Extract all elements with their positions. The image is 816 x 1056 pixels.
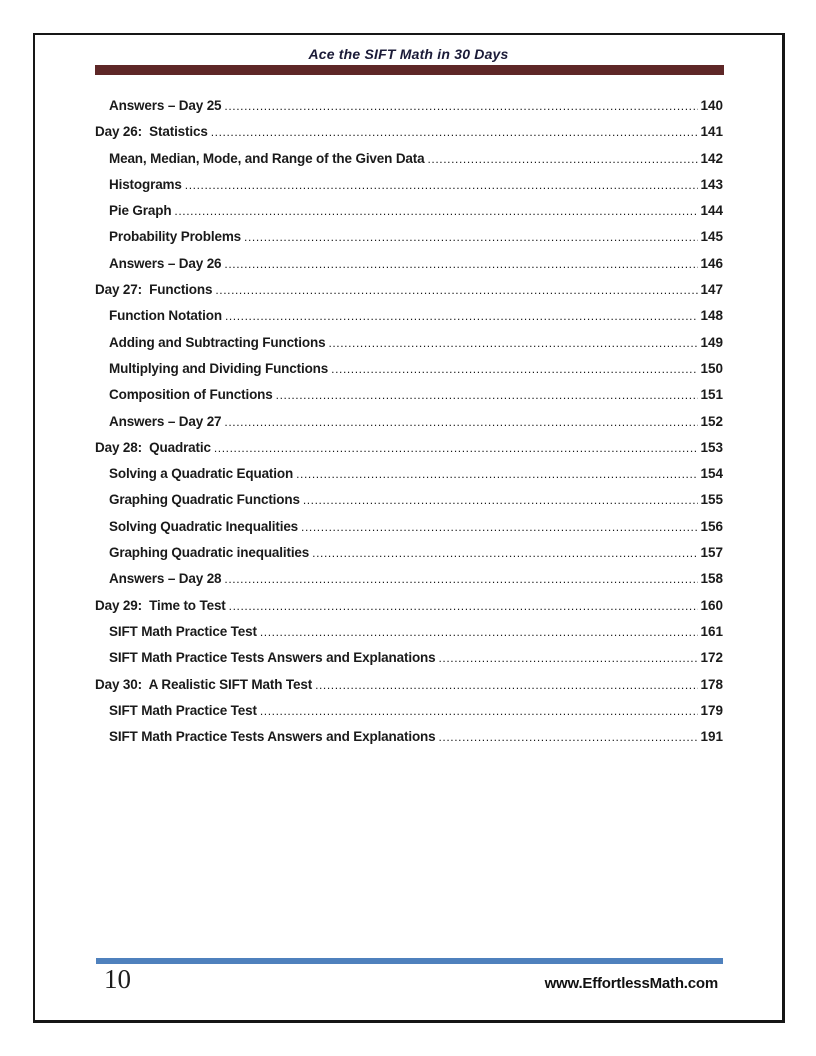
toc-entry — [95, 566, 723, 592]
toc-entry-page-number: 160 — [700, 597, 723, 613]
toc-entry-label: Day 26: Statistics — [95, 124, 208, 140]
toc-entry-page-number: 178 — [700, 676, 723, 692]
toc-entry-label: Solving Quadratic Inequalities — [109, 518, 299, 534]
toc-entry — [95, 382, 723, 408]
toc-entry — [95, 356, 723, 382]
toc-entry-page-number: 156 — [700, 518, 723, 534]
dot-leader — [260, 619, 699, 645]
dot-leader — [224, 93, 698, 119]
toc-entry-page-number: 140 — [700, 98, 723, 113]
toc-entry-label: Answers – Day 27 — [109, 413, 222, 429]
toc-entry-label: Answers – Day 28 — [109, 571, 222, 587]
toc-entry-label: Answers – Day 25 — [109, 98, 222, 113]
toc-entry-label: Multiplying and Dividing Functions — [109, 360, 329, 376]
toc-entry-page-number: 157 — [700, 545, 723, 561]
toc-entry-label: SIFT Math Practice Tests Answers and Explanations — [109, 729, 436, 745]
dot-leader — [276, 382, 699, 408]
toc-entry — [95, 435, 723, 461]
toc-entry-label: Day 28: Quadratic — [95, 439, 211, 455]
toc-entry-label: Histograms — [109, 176, 182, 192]
dot-leader — [315, 672, 698, 698]
toc-entry-label: Graphing Quadratic Functions — [109, 492, 300, 508]
toc-entry — [95, 251, 723, 277]
toc-entry-page-number: 143 — [700, 176, 723, 192]
toc-entry — [95, 645, 723, 671]
footer-rule — [96, 958, 723, 964]
dot-leader — [211, 119, 699, 145]
document-page — [33, 33, 785, 1023]
footer-page-number: 10 — [104, 964, 131, 994]
toc-entry-label: Solving a Quadratic Equation — [109, 466, 294, 482]
dot-leader — [224, 251, 698, 277]
toc-entry — [95, 409, 723, 435]
toc-entry — [95, 540, 723, 566]
dot-leader — [185, 172, 699, 198]
toc-entry — [95, 619, 723, 645]
toc-entry — [95, 593, 723, 619]
toc-entry — [95, 277, 723, 303]
dot-leader — [260, 698, 699, 724]
dot-leader — [312, 540, 698, 566]
toc-entry-label: Pie Graph — [109, 203, 172, 219]
toc-entry-page-number: 149 — [700, 334, 723, 350]
toc-entry-label: Day 29: Time to Test — [95, 597, 226, 613]
toc-entry-page-number: 152 — [700, 413, 723, 429]
toc-entry-page-number: 141 — [700, 124, 723, 140]
toc-entry — [95, 93, 723, 119]
toc-entry-label: Adding and Subtracting Functions — [109, 334, 326, 350]
dot-leader — [439, 645, 699, 671]
dot-leader — [224, 409, 698, 435]
toc-entry — [95, 119, 723, 145]
toc-entry — [95, 698, 723, 724]
dot-leader — [428, 146, 699, 172]
toc-entry-page-number: 151 — [700, 387, 723, 403]
toc-entry-label: SIFT Math Practice Tests Answers and Explanations — [109, 650, 436, 666]
footer-website-text: www.EffortlessMath.com — [544, 975, 718, 992]
toc-entry-page-number: 172 — [700, 650, 723, 666]
toc-entry-label: Day 27: Functions — [95, 282, 213, 298]
dot-leader — [303, 487, 699, 513]
toc-entry-label: Answers – Day 26 — [109, 255, 222, 271]
toc-entry-page-number: 150 — [700, 360, 723, 376]
dot-leader — [439, 724, 699, 750]
dot-leader — [174, 198, 698, 224]
dot-leader — [229, 593, 699, 619]
toc-entry — [95, 172, 723, 198]
toc-entry-page-number: 153 — [700, 439, 723, 455]
dot-leader — [296, 461, 698, 487]
toc-entry — [95, 303, 723, 329]
dot-leader — [244, 224, 698, 250]
toc-entry-page-number: 146 — [700, 255, 723, 271]
toc-entry-page-number: 191 — [700, 729, 723, 745]
header-rule — [95, 65, 724, 75]
toc-entry — [95, 146, 723, 172]
toc-entry-page-number: 142 — [700, 150, 723, 166]
dot-leader — [215, 277, 698, 303]
dot-leader — [328, 330, 698, 356]
toc-entry-label: Graphing Quadratic inequalities — [109, 545, 310, 561]
toc-entry-label: Probability Problems — [109, 229, 242, 245]
table-of-contents — [95, 93, 723, 750]
toc-entry — [95, 224, 723, 250]
dot-leader — [301, 514, 698, 540]
toc-entry-page-number: 144 — [700, 203, 723, 219]
toc-entry-page-number: 161 — [700, 623, 723, 639]
dot-leader — [331, 356, 698, 382]
dot-leader — [225, 303, 699, 329]
toc-entry — [95, 672, 723, 698]
toc-entry — [95, 198, 723, 224]
toc-entry-label: SIFT Math Practice Test — [109, 623, 257, 639]
toc-entry — [95, 514, 723, 540]
toc-entry-page-number: 179 — [700, 702, 723, 718]
dot-leader — [224, 566, 698, 592]
toc-entry — [95, 724, 723, 750]
toc-entry-label: Function Notation — [109, 308, 222, 324]
toc-entry-label: SIFT Math Practice Test — [109, 702, 257, 718]
toc-entry-page-number: 155 — [700, 492, 723, 508]
toc-entry-page-number: 147 — [700, 282, 723, 298]
toc-entry-label: Mean, Median, Mode, and Range of the Given Data — [109, 150, 425, 166]
toc-entry — [95, 461, 723, 487]
toc-entry-page-number: 145 — [700, 229, 723, 245]
page-header-title: Ace the SIFT Math in 30 Days — [308, 46, 509, 62]
dot-leader — [214, 435, 699, 461]
toc-entry-label: Composition of Functions — [109, 387, 273, 403]
toc-entry-page-number: 154 — [700, 466, 723, 482]
toc-entry — [95, 330, 723, 356]
toc-entry-page-number: 158 — [700, 571, 723, 587]
toc-entry — [95, 487, 723, 513]
toc-entry-page-number: 148 — [700, 308, 723, 324]
toc-entry-label: Day 30: A Realistic SIFT Math Test — [95, 676, 313, 692]
